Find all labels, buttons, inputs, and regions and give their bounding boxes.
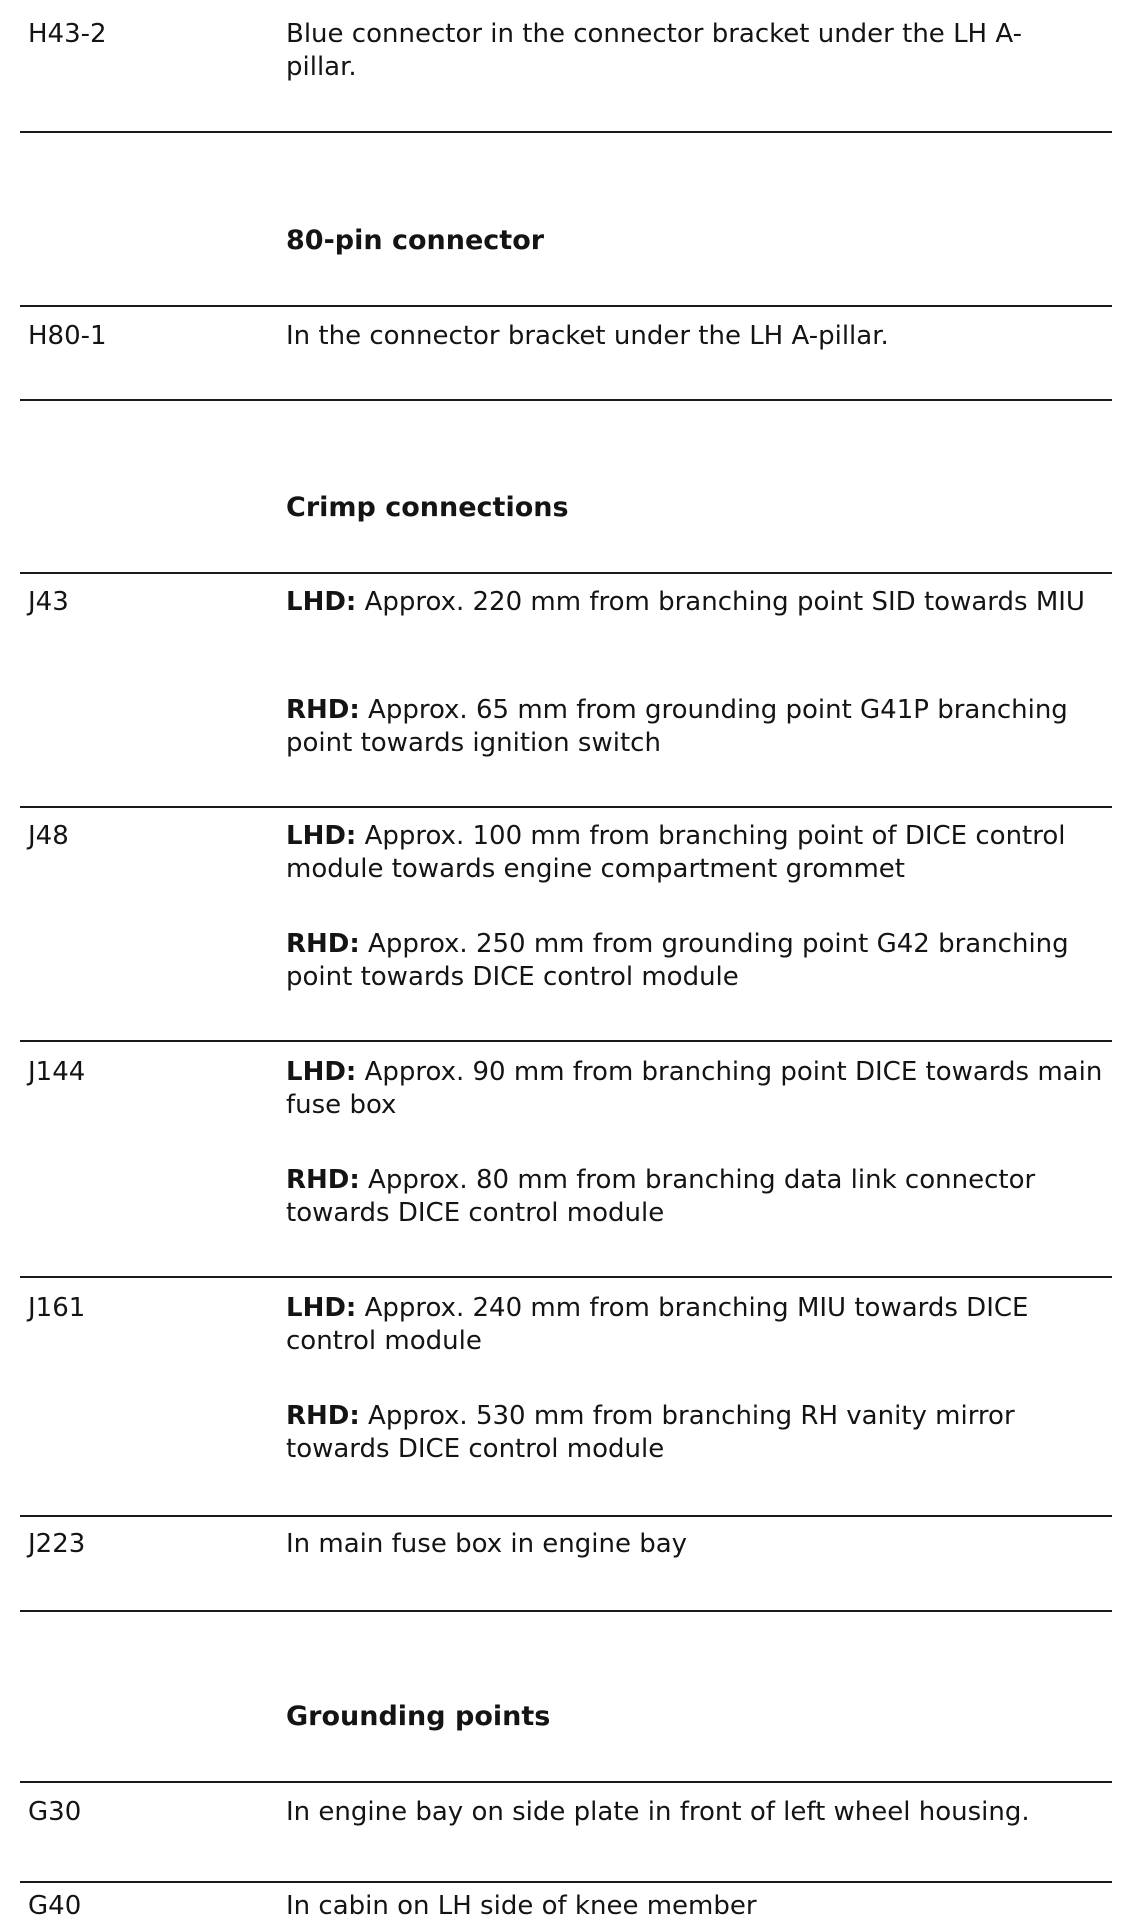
entry-code-g30: G30 xyxy=(28,1797,82,1827)
section-heading-80-pin-connector: 80-pin connector xyxy=(286,225,545,256)
lhd-label: LHD: xyxy=(286,1057,357,1087)
section-heading-crimp-connections: Crimp connections xyxy=(286,492,569,523)
entry-text-g30: In engine bay on side plate in front of left wheel housing. xyxy=(286,1797,1030,1827)
entry-text-j48-lhd xyxy=(286,820,1106,886)
rhd-text: Approx. 530 mm from branching RH vanity mirror towards DICE control module xyxy=(286,1401,1015,1464)
entry-text-h43-2: Blue connector in the connector bracket under the LH A-pillar. xyxy=(286,19,1022,82)
entry-code-j144: J144 xyxy=(28,1057,86,1087)
divider xyxy=(20,1781,1112,1783)
entry-text-j144-lhd xyxy=(286,1056,1106,1122)
rhd-text: Approx. 250 mm from grounding point G42 branching point towards DICE control module xyxy=(286,929,1069,992)
divider xyxy=(20,572,1112,574)
lhd-label: LHD: xyxy=(286,587,357,617)
entry-text-g40: In cabin on LH side of knee member xyxy=(286,1891,757,1921)
entry-code-j161: J161 xyxy=(28,1293,86,1323)
entry-text-j161-rhd xyxy=(286,1400,1106,1466)
rhd-label: RHD: xyxy=(286,1401,360,1431)
divider xyxy=(20,1515,1112,1517)
rhd-label: RHD: xyxy=(286,1165,360,1195)
entry-code-g40: G40 xyxy=(28,1891,82,1921)
lhd-label: LHD: xyxy=(286,821,357,851)
lhd-text: Approx. 100 mm from branching point of DICE control module towards engine compartment grommet xyxy=(286,821,1066,884)
divider xyxy=(20,1276,1112,1278)
divider xyxy=(20,806,1112,808)
entry-text-j48-rhd xyxy=(286,928,1106,994)
divider xyxy=(20,305,1112,307)
rhd-text: Approx. 65 mm from grounding point G41P branching point towards ignition switch xyxy=(286,695,1068,758)
section-heading-grounding-points: Grounding points xyxy=(286,1701,551,1732)
lhd-text: Approx. 240 mm from branching MIU towards DICE control module xyxy=(286,1293,1029,1356)
rhd-label: RHD: xyxy=(286,695,360,725)
divider xyxy=(20,1040,1112,1042)
entry-code-h43-2: H43-2 xyxy=(28,19,107,49)
divider xyxy=(20,1881,1112,1883)
lhd-text: Approx. 220 mm from branching point SID towards MIU xyxy=(356,587,1085,617)
divider xyxy=(20,131,1112,133)
lhd-text: Approx. 90 mm from branching point DICE towards main fuse box xyxy=(286,1057,1103,1120)
entry-code-j43: J43 xyxy=(28,587,69,617)
rhd-text: Approx. 80 mm from branching data link connector towards DICE control module xyxy=(286,1165,1036,1228)
divider xyxy=(20,1610,1112,1612)
entry-text-j43-rhd xyxy=(286,694,1106,760)
entry-text-h80-1: In the connector bracket under the LH A-pillar. xyxy=(286,321,889,351)
entry-text-j144-rhd xyxy=(286,1164,1106,1230)
entry-text-j223: In main fuse box in engine bay xyxy=(286,1529,688,1559)
entry-code-h80-1: H80-1 xyxy=(28,321,107,351)
entry-text-j161-lhd xyxy=(286,1292,1106,1358)
entry-code-j223: J223 xyxy=(28,1529,86,1559)
lhd-label: LHD: xyxy=(286,1293,357,1323)
entry-code-j48: J48 xyxy=(28,821,69,851)
entry-text-j43-lhd xyxy=(286,586,1106,619)
rhd-label: RHD: xyxy=(286,929,360,959)
divider xyxy=(20,399,1112,401)
